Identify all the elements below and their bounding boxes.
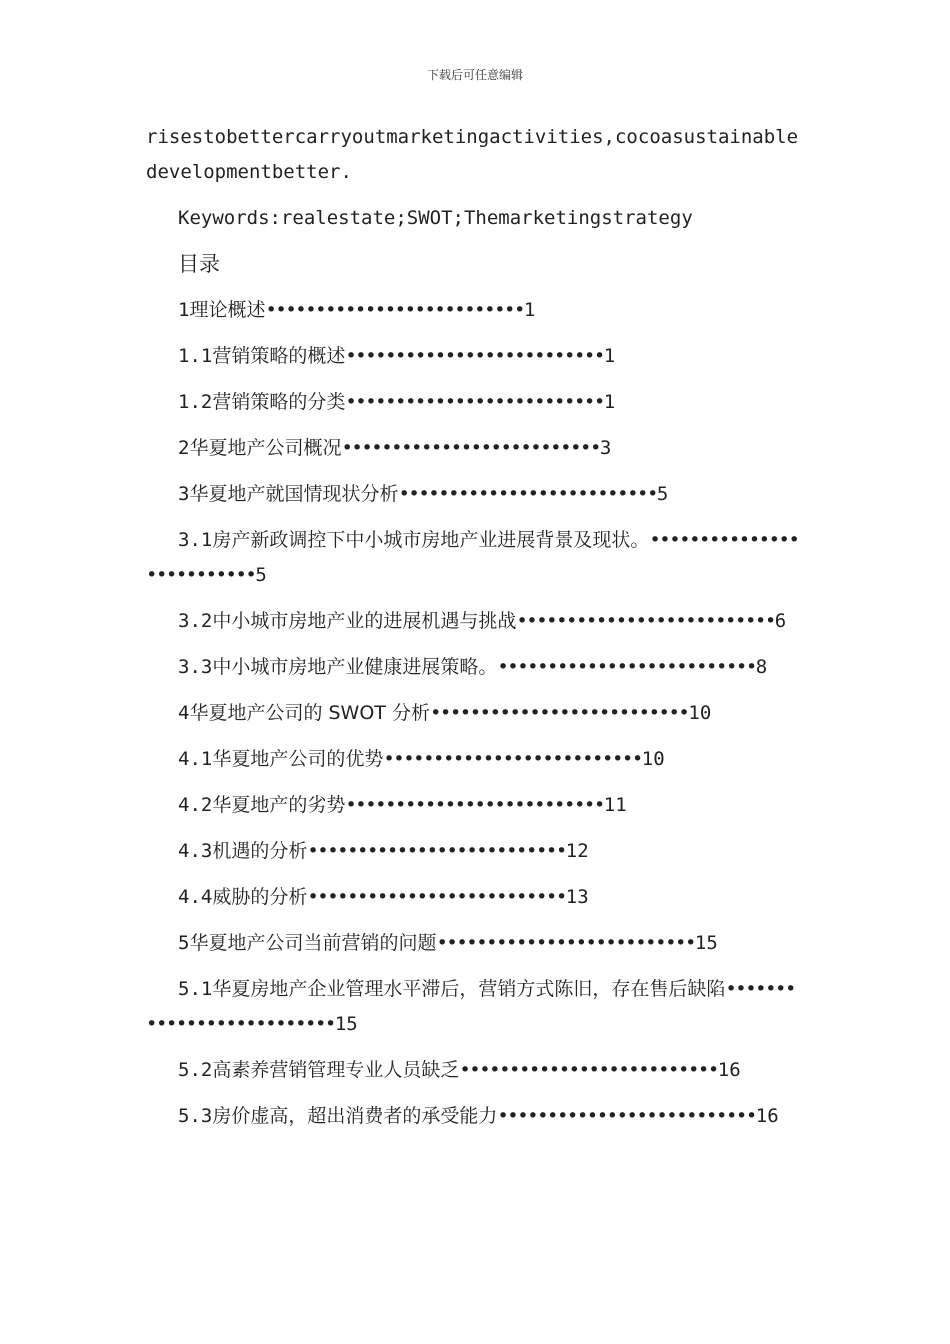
toc-entry-title: 华夏地产公司当前营销的问题 bbox=[189, 932, 437, 954]
toc-entry-page: 15 bbox=[334, 1013, 358, 1035]
toc-entry-number: 4 bbox=[178, 702, 190, 724]
toc-entry-title: 华夏房地产企业管理水平滞后，营销方式陈旧，存在售后缺陷 bbox=[212, 978, 726, 1000]
abstract-line-2: developmentbetter. bbox=[146, 161, 352, 183]
abstract-line-1: risestobettercarryoutmarketingactivities,cocoasustainable bbox=[146, 126, 799, 148]
toc-entry[interactable] bbox=[146, 972, 802, 1042]
toc-entry-leader: •••••••••••••••••••••••••• bbox=[345, 391, 604, 413]
toc-entry-leader: •••••••••••••••••••••••••• bbox=[459, 1059, 718, 1081]
toc-entry[interactable] bbox=[146, 385, 802, 420]
toc-entry-leader: •••••••••••••••••••••••••• bbox=[429, 702, 689, 724]
toc-entry-page: 13 bbox=[565, 886, 589, 908]
toc-entry-number: 3.1 bbox=[178, 529, 213, 551]
toc-entry[interactable] bbox=[146, 604, 802, 639]
toc-entry[interactable] bbox=[146, 1099, 802, 1134]
toc-entry[interactable] bbox=[146, 339, 802, 374]
toc-entry-number: 3 bbox=[178, 483, 190, 505]
toc-entry-leader: •••••••••••••••••••••••••• bbox=[341, 437, 600, 459]
toc-entry[interactable] bbox=[146, 293, 802, 328]
toc-entry-page: 1 bbox=[603, 345, 616, 367]
toc-entry-number: 2 bbox=[178, 437, 190, 459]
toc-entry-title: 高素养营销管理专业人员缺乏 bbox=[212, 1059, 460, 1081]
toc-entry-number: 5 bbox=[178, 932, 190, 954]
toc-entry-leader: •••••••••••••••••••••••••• bbox=[345, 345, 604, 367]
toc-entry-page: 16 bbox=[755, 1105, 779, 1127]
toc-entry-title: 华夏地产就国情现状分析 bbox=[189, 483, 399, 505]
toc-entry-title: 华夏地产的劣势 bbox=[212, 794, 346, 816]
page-header: 下载后可任意编辑 bbox=[426, 68, 523, 82]
toc-entry-leader: •••••••••••••••••••••••••• bbox=[497, 656, 756, 678]
toc-entry-number: 4.1 bbox=[178, 748, 213, 770]
toc-entry[interactable] bbox=[146, 834, 802, 869]
toc-entry-title: 机遇的分析 bbox=[212, 840, 308, 862]
toc-entry-title: 营销策略的概述 bbox=[212, 345, 346, 367]
toc-entry-page: 15 bbox=[694, 932, 718, 954]
toc-entry-number: 4.3 bbox=[178, 840, 213, 862]
toc-entry-page: 1 bbox=[603, 391, 616, 413]
keywords-line: Keywords:realestate;SWOT;Themarketingstrategy bbox=[178, 207, 693, 229]
toc-entry[interactable] bbox=[146, 650, 802, 685]
toc-entry-number: 1.2 bbox=[178, 391, 213, 413]
toc-entry[interactable] bbox=[146, 523, 802, 593]
toc-entry-number: 5.2 bbox=[178, 1059, 213, 1081]
toc-entry-page: 3 bbox=[599, 437, 612, 459]
toc-entry-number: 5.1 bbox=[178, 978, 213, 1000]
table-of-contents bbox=[146, 293, 802, 1134]
toc-entry-number: 1.1 bbox=[178, 345, 213, 367]
toc-entry-leader: •••••••••••••••••••••••••• bbox=[146, 529, 799, 586]
toc-entry-leader: •••••••••••••••••••••••••• bbox=[345, 794, 604, 816]
toc-entry-leader: •••••••••••••••••••••••••• bbox=[265, 299, 524, 321]
toc-entry[interactable] bbox=[146, 431, 802, 466]
toc-entry-number: 4.2 bbox=[178, 794, 213, 816]
toc-entry[interactable] bbox=[146, 477, 802, 512]
toc-entry-leader: •••••••••••••••••••••••••• bbox=[398, 483, 657, 505]
toc-entry-number: 1 bbox=[178, 299, 190, 321]
toc-entry-leader: •••••••••••••••••••••••••• bbox=[383, 748, 642, 770]
toc-entry-title: 华夏地产公司概况 bbox=[189, 437, 342, 459]
toc-title: 目录 bbox=[178, 252, 220, 276]
toc-entry-number: 3.2 bbox=[178, 610, 213, 632]
toc-entry[interactable] bbox=[146, 696, 802, 731]
toc-entry-page: 6 bbox=[774, 610, 787, 632]
toc-entry[interactable] bbox=[146, 926, 802, 961]
toc-entry-title: 理论概述 bbox=[189, 299, 266, 321]
toc-entry-leader: •••••••••••••••••••••••••• bbox=[497, 1105, 756, 1127]
toc-entry[interactable] bbox=[146, 788, 802, 823]
toc-entry-number: 4.4 bbox=[178, 886, 213, 908]
toc-entry-leader: •••••••••••••••••••••••••• bbox=[516, 610, 775, 632]
toc-entry[interactable] bbox=[146, 742, 802, 777]
toc-entry[interactable] bbox=[146, 880, 802, 915]
toc-entry-title: 威胁的分析 bbox=[212, 886, 308, 908]
toc-entry-title: 房价虚高，超出消费者的承受能力 bbox=[212, 1105, 498, 1127]
toc-entry-leader: •••••••••••••••••••••••••• bbox=[307, 840, 566, 862]
toc-entry-page: 11 bbox=[603, 794, 627, 816]
toc-entry-title: 中小城市房地产业健康进展策略。 bbox=[212, 656, 498, 678]
toc-entry-page: 12 bbox=[565, 840, 589, 862]
toc-entry-page: 10 bbox=[641, 748, 665, 770]
toc-entry-title: 华夏地产公司的优势 bbox=[212, 748, 384, 770]
toc-entry-page: 10 bbox=[688, 702, 712, 724]
toc-entry-leader: •••••••••••••••••••••••••• bbox=[146, 978, 795, 1035]
toc-entry[interactable] bbox=[146, 1053, 802, 1088]
toc-entry-page: 5 bbox=[255, 564, 267, 586]
toc-entry-number: 5.3 bbox=[178, 1105, 213, 1127]
toc-entry-page: 16 bbox=[717, 1059, 741, 1081]
toc-entry-number: 3.3 bbox=[178, 656, 213, 678]
toc-entry-title: 华夏地产公司的 SWOT 分析 bbox=[189, 702, 430, 724]
toc-entry-title: 房产新政调控下中小城市房地产业进展背景及现状。 bbox=[212, 529, 650, 551]
toc-entry-title: 中小城市房地产业的进展机遇与挑战 bbox=[212, 610, 517, 632]
toc-entry-leader: •••••••••••••••••••••••••• bbox=[436, 932, 695, 954]
page-content bbox=[146, 120, 802, 1134]
toc-entry-leader: •••••••••••••••••••••••••• bbox=[307, 886, 566, 908]
toc-entry-page: 1 bbox=[523, 299, 536, 321]
toc-entry-title: 营销策略的分类 bbox=[212, 391, 346, 413]
toc-entry-page: 5 bbox=[656, 483, 669, 505]
toc-entry-page: 8 bbox=[755, 656, 768, 678]
